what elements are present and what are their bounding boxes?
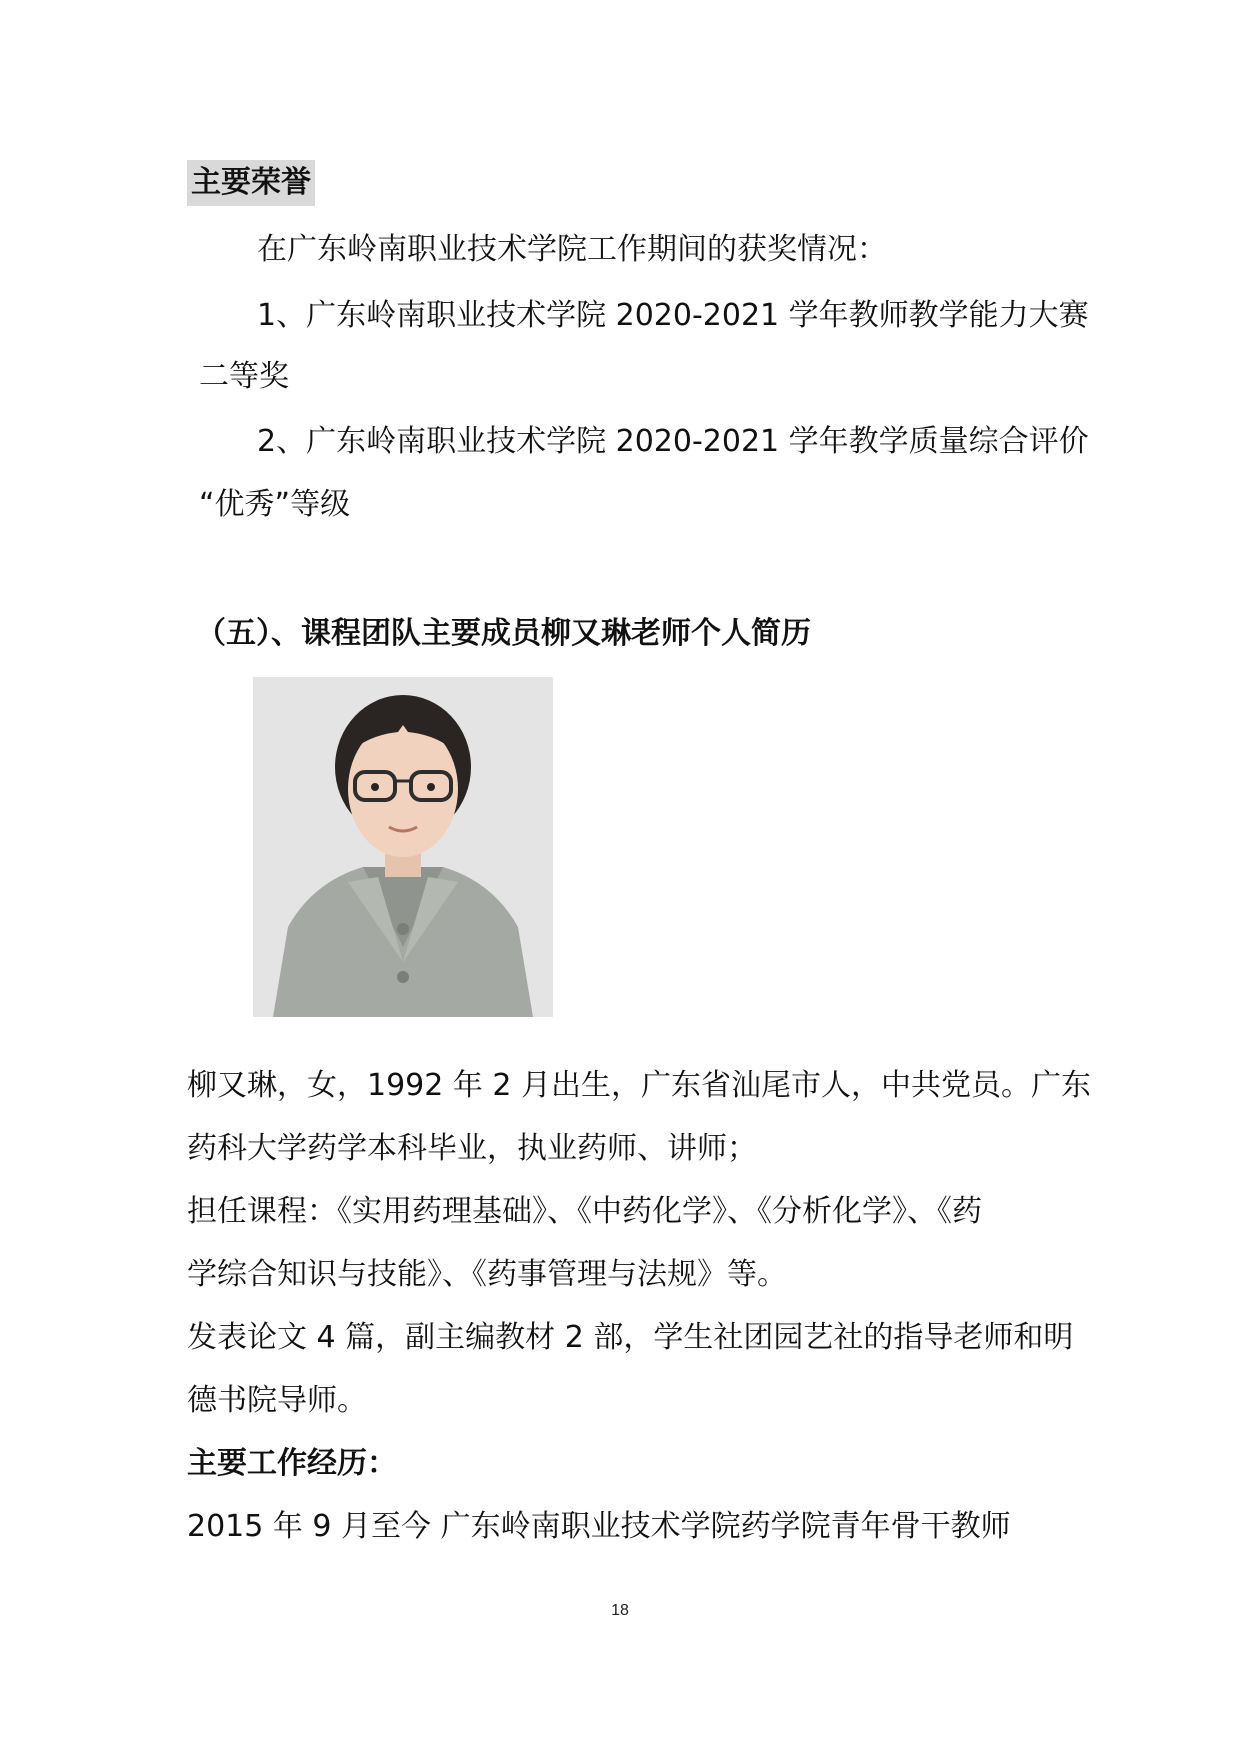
bio-line-6: 德书院导师。 (187, 1383, 367, 1418)
bio-line-1: 柳又琳，女，1992 年 2 月出生，广东省汕尾市人，中共党员。广东 (187, 1068, 1092, 1103)
bio-line-3: 担任课程：《实用药理基础》、《中药化学》、《分析化学》、《药 (187, 1194, 982, 1229)
bio-line-5: 发表论文 4 篇，副主编教材 2 部，学生社团园艺社的指导老师和明 (187, 1320, 1074, 1355)
honor-item-2-line-1: 2、广东岭南职业技术学院 2020-2021 学年教学质量综合评价 (257, 424, 1089, 459)
bio-line-4: 学综合知识与技能》、《药事管理与法规》等。 (187, 1257, 787, 1292)
section-heading: （五）、课程团队主要成员柳又琳老师个人简历 (196, 616, 811, 651)
honor-item-1-line-1: 1、广东岭南职业技术学院 2020-2021 学年教师教学能力大赛 (257, 298, 1089, 333)
honor-item-1-line-2: 二等奖 (199, 359, 289, 394)
page-number: 18 (611, 1602, 629, 1619)
portrait-illustration (253, 677, 553, 1017)
honor-item-2-line-2: “优秀”等级 (199, 487, 351, 522)
work-experience-item: 2015 年 9 月至今 广东岭南职业技术学院药学院青年骨干教师 (187, 1509, 1011, 1544)
work-experience-title: 主要工作经历： (187, 1446, 397, 1481)
honors-title: 主要荣誉 (187, 160, 315, 206)
bio-line-2: 药科大学药学本科毕业，执业药师、讲师； (187, 1131, 757, 1166)
honors-intro: 在广东岭南职业技术学院工作期间的获奖情况： (257, 232, 887, 267)
portrait-photo (253, 677, 553, 1017)
